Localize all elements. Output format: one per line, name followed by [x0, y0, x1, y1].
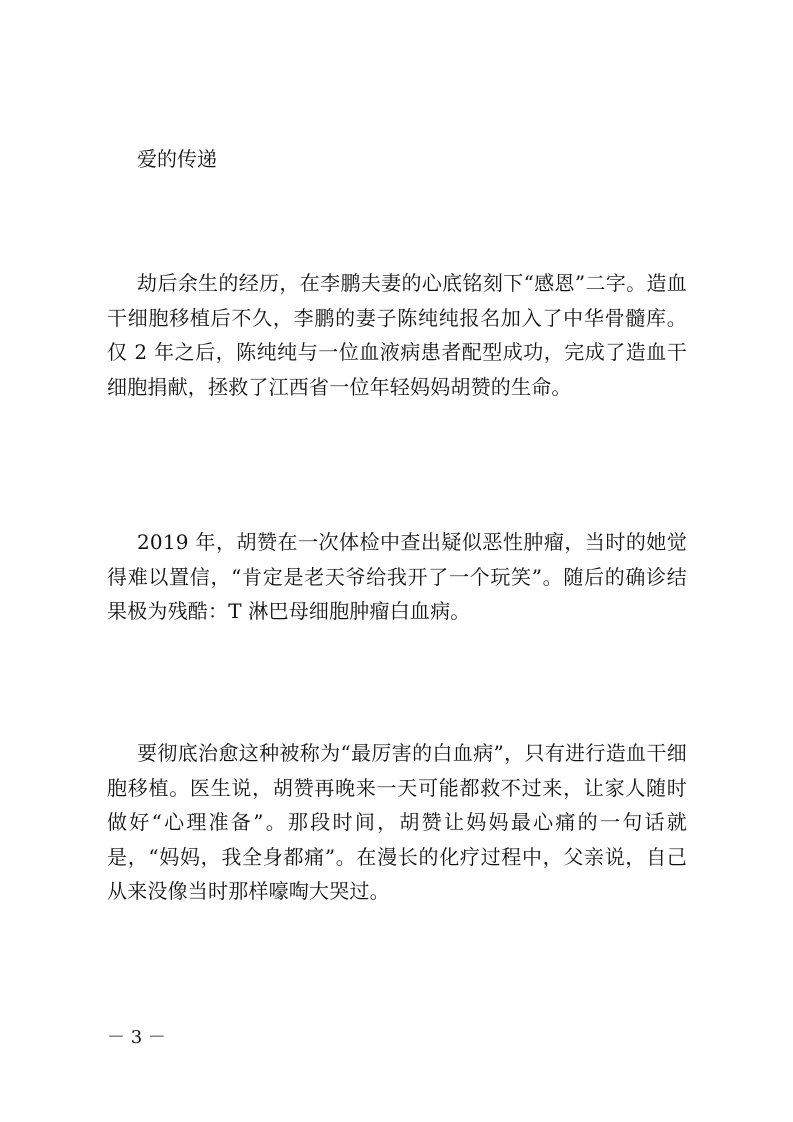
paragraph-1: 劫后余生的经历，在李鹏夫妻的心底铭刻下“感恩”二字。造血干细胞移植后不久，李鹏的妻子陈纯纯报名加入了中华骨髓库。仅 2 年之后，陈纯纯与一位血液病患者配型成功，完成了造血干细胞捐献，拯救了江西省一位年轻妈妈胡赞的生命。	[107, 271, 687, 399]
page-number: － 3 －	[107, 1027, 166, 1048]
paragraph-3: 要彻底治愈这种被称为“最厉害的白血病”，只有进行造血干细胞移植。医生说，胡赞再晚来一天可能都救不过来，让家人随时做好“心理准备”。那段时间，胡赞让妈妈最心痛的一句话就是，“妈妈，我全身都痛”。在漫长的化疗过程中，父亲说，自己从来没像当时那样嚎啕大哭过。	[107, 741, 687, 903]
paragraph-2: 2019 年，胡赞在一次体检中查出疑似恶性肿瘤，当时的她觉得难以置信，“肯定是老天爷给我开了一个玩笑”。随后的确诊结果极为残酷：T 淋巴母细胞肿瘤白血病。	[107, 530, 687, 623]
section-title: 爱的传递	[137, 147, 217, 171]
